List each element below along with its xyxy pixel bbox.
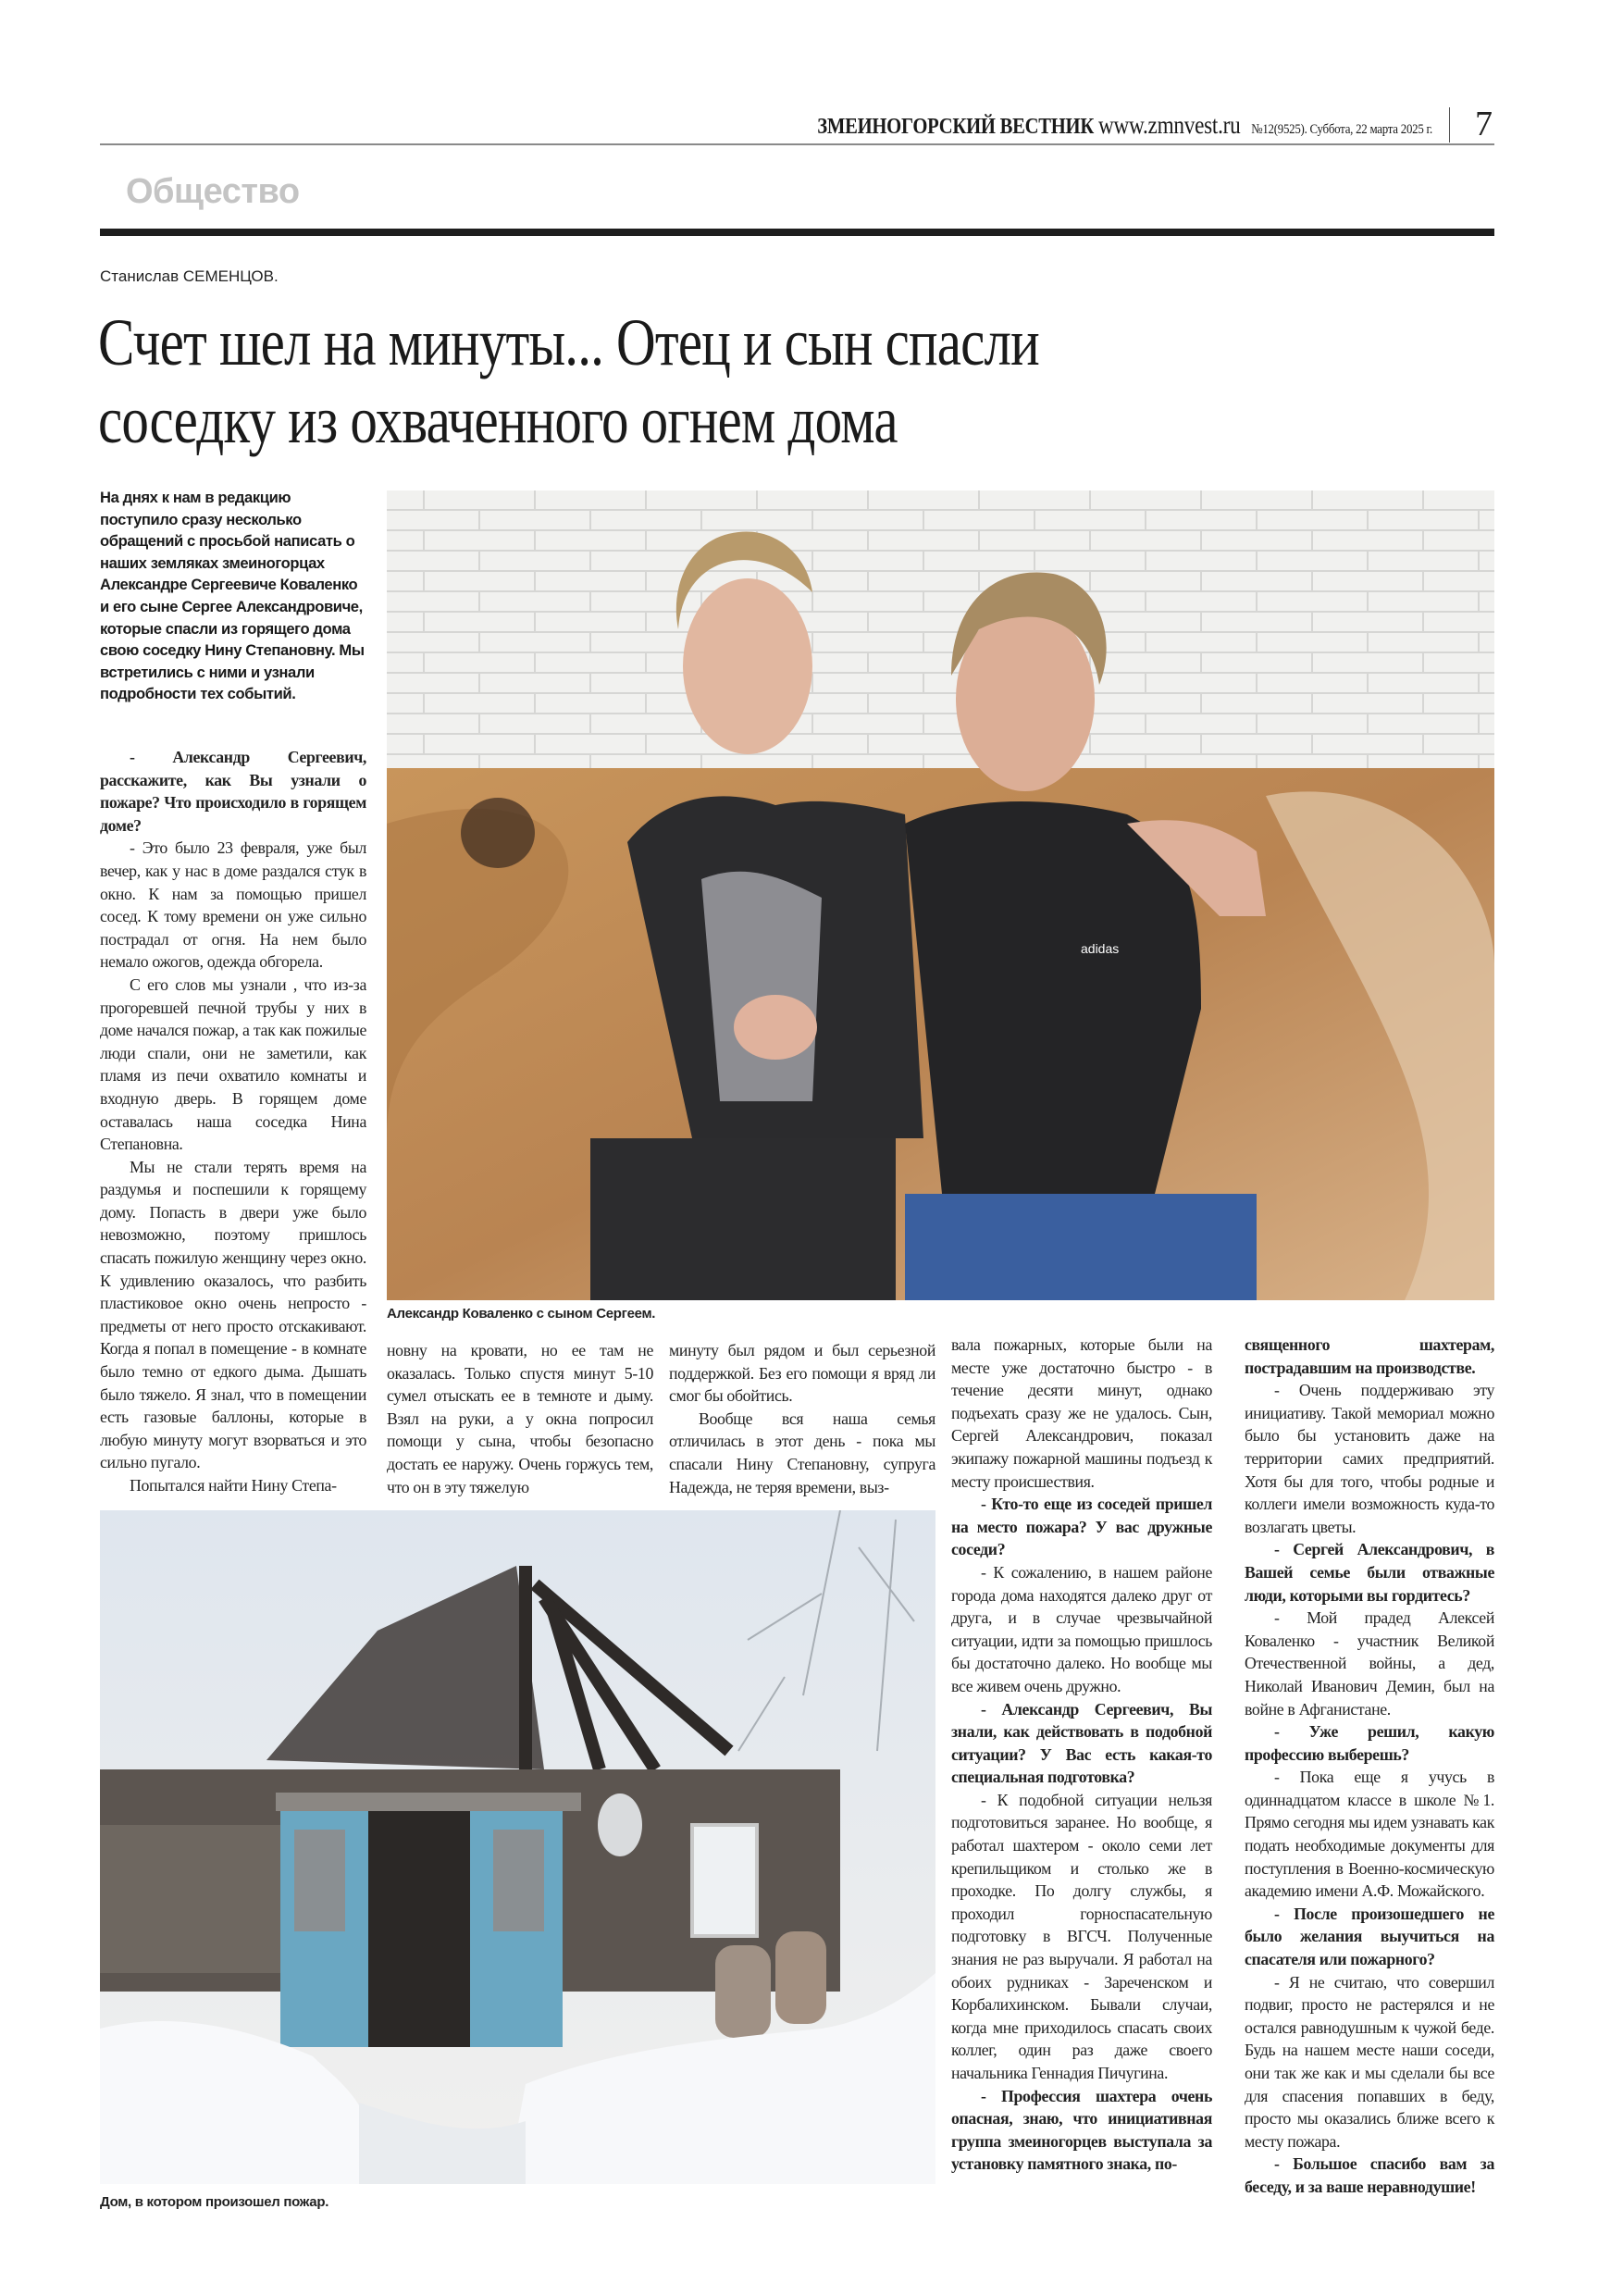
- interview-question: - Уже решил, какую профессию выберешь?: [1245, 1722, 1494, 1764]
- article-paragraph: вала пожарных, которые были на месте уже достаточно быстро - в течение десяти минут, однако подъехать сразу же не удалось. Сын, Сергей Александрович, показал экипажу пожарной машины подъезд к месту происшествия.: [951, 1335, 1212, 1491]
- article-paragraph: новну на кровати, но ее там не оказалась. Только спустя минут 5-10 сумел отыскать ее в темноте и дыму. Взял на руки, а у окна попросил помощи у сына, чтобы безопасно достать ее наружу. Очень горжусь тем, что он в эту тяжелую: [387, 1341, 653, 1496]
- masthead-rule: [100, 143, 1494, 145]
- article-paragraph: Вообще вся наша семья отличилась в этот день - пока мы спасали Нину Степановну, супруга Надежда, не теряя времени, выз-: [669, 1409, 935, 1496]
- article-paragraph: - Это было 23 февраля, уже был вечер, как у нас в доме раздался стук в окно. К нам за помощью пришел сосед. К тому времени он уже сильно пострадал от огня. На нем было немало ожогов, одежда обгорела.: [100, 838, 366, 972]
- headline-line-1: Счет шел на минуты... Отец и сын спасли: [98, 305, 1039, 379]
- adidas-logo: adidas: [1081, 941, 1120, 956]
- photo-caption-bottom: Дом, в котором произошел пожар.: [100, 2194, 329, 2210]
- section-rule: [100, 229, 1494, 236]
- issue-info: №12(9525). Суббота, 22 марта 2025 г.: [1251, 122, 1432, 137]
- interview-question: - Александр Сергеевич, Вы знали, как действовать в подобной ситуации? У Вас есть какая-то специальная подготовка?: [951, 1699, 1212, 1787]
- interview-question: - Профессия шахтера очень опасная, знаю, что инициативная группа змеиногорцев выступала за установку памятного знака, по-: [951, 2086, 1212, 2174]
- photo-caption-top: Александр Коваленко с сыном Сергеем.: [387, 1306, 656, 1322]
- article-column-2: [387, 1339, 653, 1498]
- headline: [98, 304, 1486, 459]
- article-paragraph: Попытался найти Нину Степа-: [130, 1476, 337, 1495]
- article-paragraph: - Пока еще я учусь в одиннадцатом классе в школе №1. Прямо сегодня мы идем узнавать как подать необходимые документы для поступления в Военно-космическую академию имени А.Ф. Можайского.: [1245, 1768, 1494, 1901]
- article-column-5: [1245, 1334, 1494, 2199]
- article-paragraph: - Очень поддерживаю эту инициативу. Такой мемориал можно было бы установить даже на территории самих предприятий. Хотя бы для того, чтобы родные и коллеги имели возможность куда-то возлагать цветы.: [1245, 1381, 1494, 1536]
- article-paragraph: С его слов мы узнали , что из-за прогоревшей печной трубы у них в доме начался пожар, а так как пожилые люди спали, они не заметили, как пламя из печи охватило комнаты и входную дверь. В горящем доме оставалась наша соседка Нина Степановна.: [100, 974, 366, 1154]
- article-paragraph: - К подобной ситуации нельзя подготовиться заранее. Но вообще, я работал шахтером - около семи лет крепильщиком и столько же в проходке. По долгу службы, я проходил горноспасательную подготовку в ВГСЧ. Полученные знания не раз выручали. Я работал на обоих рудниках - Зареченском и Корбалихинском. Бывали случаи, когда мне приходилось спасать своих коллег, один раз даже своего начальника Геннадия Пичугина.: [951, 1790, 1212, 2082]
- page-number: 7: [1475, 105, 1493, 143]
- article-column-3: [669, 1339, 935, 1498]
- article-column-4: [951, 1334, 1212, 2176]
- photo-burned-house-illustration: [100, 1510, 935, 2184]
- photo-father-and-son-illustration: [387, 490, 1494, 1300]
- interview-question: - Большое спасибо вам за беседу, и за ваше неравнодушие!: [1245, 2154, 1494, 2196]
- byline: Станислав СЕМЕНЦОВ.: [100, 267, 279, 285]
- photo-burned-house: [100, 1510, 935, 2184]
- interview-question: - После произошедшего не было желания выучиться на спасателя или пожарного?: [1245, 1904, 1494, 1969]
- article-lead: На днях к нам в редакцию поступило сразу несколько обращений с просьбой написать о наших земляках змеиногорцах Александре Сергеевиче Коваленко и его сыне Сергее Александровиче, которые спасли из горящего дома свою соседку Нину Степановну. Мы встретились с ними и узнали подробности тех событий.: [100, 489, 365, 703]
- article-paragraph: - К сожалению, в нашем районе города дома находятся далеко друг от друга, и в случае чрезвычайной ситуации, идти за помощью пришлось бы достаточно далеко. Но вообще мы все живем очень дружно.: [951, 1562, 1212, 1695]
- website-link[interactable]: www.zmnvest.ru: [1097, 111, 1241, 139]
- masthead: [100, 111, 1432, 141]
- section-title: Общество: [126, 172, 300, 211]
- interview-question: священного шахтерам, пострадавшим на производстве.: [1245, 1335, 1494, 1377]
- article-paragraph: Мы не стали терять время на раздумья и поспешили к горящему дому. Попасть в двери уже было невозможно, поэтому пришлось спасать пожилую женщину через окно. К удивлению оказалось, что разбить пластиковое окно очень непросто - предметы от него просто отскакивают. Когда я попал в помещение - в комнате было темно от едкого дыма. Дышать было тяжело. Я знал, что в помещении есть газовые баллоны, которые в любую минуту могут взорваться и это сильно пугало.: [100, 1157, 366, 1472]
- masthead-divider: [1449, 107, 1450, 143]
- article-paragraph: - Я не считаю, что совершил подвиг, просто не растерялся и не остался равнодушным к чужой беде. Будь на нашем месте наши соседи, они так же как и мы сделали бы все для спасения попавших в беду, просто мы оказались ближе всего к месту пожара.: [1245, 1972, 1494, 2151]
- paper-name: ЗМЕИНОГОРСКИЙ ВЕСТНИК: [817, 115, 1095, 139]
- headline-line-2: соседку из охваченного огнем дома: [98, 383, 898, 457]
- interview-question: - Сергей Александрович, в Вашей семье были отважные люди, которыми вы гордитесь?: [1245, 1540, 1494, 1605]
- photo-father-and-son: [387, 490, 1494, 1300]
- article-paragraph: - Мой прадед Алексей Коваленко - участник Великой Отечественной войны, а дед, Николай Иванович Демин, был на войне в Афганистане.: [1245, 1608, 1494, 1719]
- article-column-1: [100, 746, 366, 1497]
- article-paragraph: минуту был рядом и был серьезной поддержкой. Без его помощи я вряд ли смог бы обойтись.: [669, 1341, 935, 1406]
- interview-question: - Кто-то еще из соседей пришел на место пожара? У вас дружные соседи?: [951, 1495, 1212, 1559]
- interview-question: - Александр Сергеевич, расскажите, как Вы узнали о пожаре? Что происходило в горящем доме?: [100, 748, 366, 835]
- masthead-text: [817, 111, 1432, 140]
